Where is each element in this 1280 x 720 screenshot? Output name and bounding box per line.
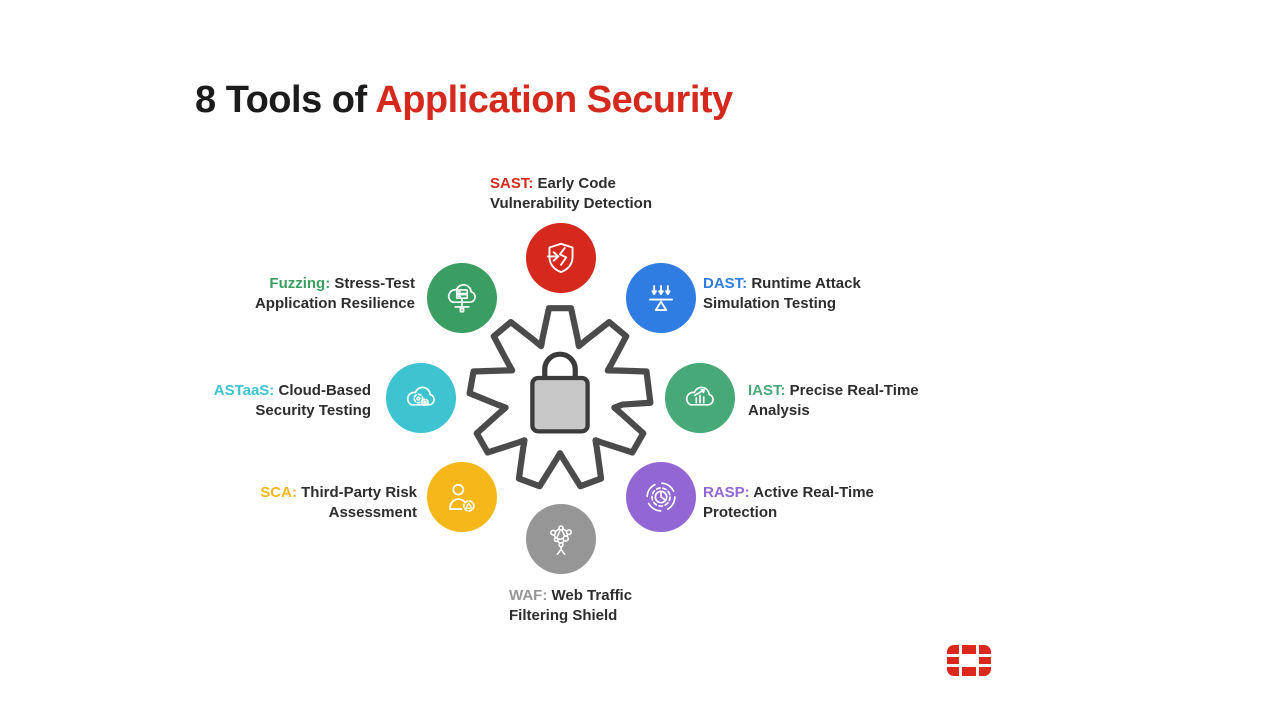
rasp-desc-line2: Protection [703,504,778,521]
rasp-circle [626,462,696,532]
sca-label [260,483,417,523]
fuzzing-label [255,274,415,314]
waf-desc-line1: Web Traffic [547,587,633,604]
sca-circle [427,462,497,532]
logo-segment [962,645,976,654]
sast-keyword: SAST: [490,175,534,192]
cloud-server-icon [441,277,483,319]
astaas-label-line1 [214,381,371,401]
waf-label [509,586,632,626]
sast-desc-line2: Vulnerability Detection [490,195,652,212]
astaas-desc-line2: Security Testing [255,402,371,419]
network-mesh-icon [540,518,582,560]
logo-segment [947,667,959,676]
iast-label-line1 [748,381,919,401]
sast-label-line1 [490,174,652,194]
fuzzing-circle [427,263,497,333]
sast-desc-line1: Early Code [533,175,616,192]
iast-keyword: IAST: [748,382,786,399]
sast-circle [526,223,596,293]
sca-desc-line2: Assessment [328,504,417,521]
fuzzing-keyword: Fuzzing: [269,275,331,292]
dast-desc-line1: Runtime Attack [747,275,861,292]
iast-desc-line1: Precise Real-Time [785,382,919,399]
logo-segment [962,667,976,676]
rasp-desc-line1: Active Real-Time [749,484,874,501]
dast-circle [626,263,696,333]
fortinet-logo [947,645,991,676]
logo-segment [979,645,991,654]
sca-label-line1 [260,483,417,503]
iast-circle [665,363,735,433]
title-prefix: 8 Tools of [195,79,367,121]
astaas-desc-line1: Cloud-Based [274,382,371,399]
logo-segment-empty [962,657,976,664]
cloud-gears-icon [400,377,442,419]
rasp-keyword: RASP: [703,484,750,501]
page-title [195,79,733,122]
user-risk-icon [441,476,483,518]
rasp-label [703,483,874,523]
cloud-analytics-icon [679,377,721,419]
logo-segment [947,657,959,664]
dast-keyword: DAST: [703,275,748,292]
waf-label-line1 [509,586,632,606]
sast-label [490,174,652,214]
astaas-circle [386,363,456,433]
sca-desc-line1: Third-Party Risk [296,484,417,501]
shield-breach-icon [540,237,582,279]
waf-desc-line2: Filtering Shield [509,607,618,624]
rasp-label-line1 [703,483,874,503]
astaas-label [214,381,371,421]
astaas-keyword: ASTaaS: [213,382,275,399]
gear-lock-icon [460,298,660,498]
logo-segment [979,667,991,676]
gear-clock-icon [640,476,682,518]
waf-keyword: WAF: [509,587,548,604]
dast-desc-line2: Simulation Testing [703,295,837,312]
iast-desc-line2: Analysis [748,402,810,419]
fuzzing-desc-line1: Stress-Test [330,275,415,292]
sca-keyword: SCA: [260,484,297,501]
title-highlight: Application Security [375,79,733,121]
attack-simulation-icon [640,277,682,319]
iast-label [748,381,919,421]
dast-label [703,274,861,314]
dast-label-line1 [703,274,861,294]
logo-segment [979,657,991,664]
fuzzing-label-line1 [255,274,415,294]
waf-circle [526,504,596,574]
fuzzing-desc-line2: Application Resilience [254,295,415,312]
logo-segment [947,645,959,654]
